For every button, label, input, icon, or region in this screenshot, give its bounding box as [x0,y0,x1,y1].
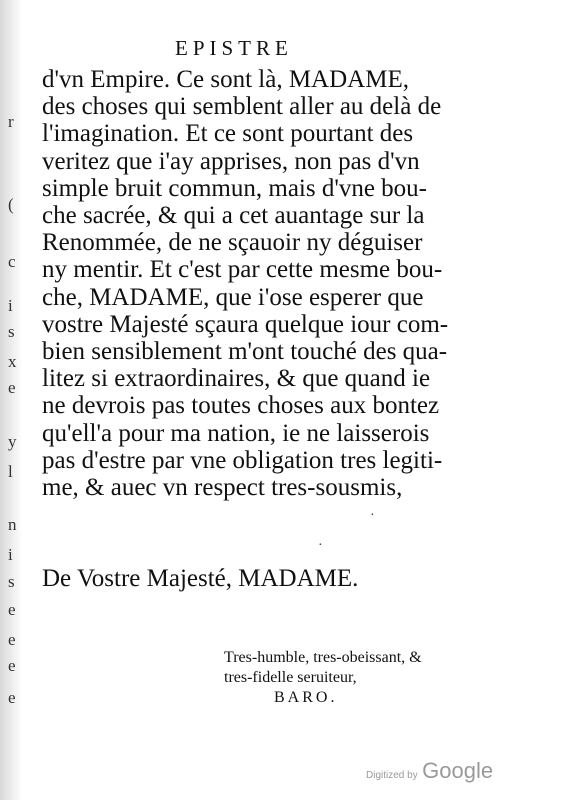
gutter-mark: ( [8,195,14,214]
gutter-mark: s [8,572,15,591]
text-line: me, & auec vn respect tres-sousmis, [42,474,403,502]
gutter-mark: n [8,515,17,534]
gutter-mark: y [8,432,17,451]
text-line: simple bruit commun, mais d'vne bou- [42,174,428,202]
text-line: qu'ell'a pour ma nation, ie ne laisserois [42,419,430,447]
text-line: des choses qui semblent aller au delà de [42,93,442,121]
gutter-mark: e [8,656,16,675]
signature-line: tres-fidelle seruiteur, [224,669,357,686]
text-line: d'vn Empire. Ce sont là, MADAME, [42,66,409,93]
gutter-mark: e [8,378,16,397]
google-logo: Google [422,758,494,783]
gutter-mark: i [8,545,13,564]
signatory-name: BARO. [274,689,338,706]
ink-speck: · [370,508,375,523]
text-line: ny mentir. Et c'est par cette mesme bou- [42,256,443,284]
gutter-mark: l [8,462,13,481]
signature-line: Tres-humble, tres-obeissant, & [224,649,422,666]
ink-speck: · [318,538,323,553]
text-line: Renommée, de ne sçauoir ny déguiser [42,229,423,257]
text-line: bien sensiblement m'ont touché des qua- [42,338,448,366]
text-line: ne devrois pas toutes choses aux bontez [42,392,440,420]
gutter-mark: s [8,322,15,341]
text-line: veritez que i'ay apprises, non pas d'vn [42,147,420,175]
signature-block [224,648,422,708]
text-line: pas d'estre par vne obligation tres legiti- [42,446,443,474]
gutter-mark: e [8,688,16,707]
body-text [42,66,482,501]
gutter-mark: e [8,600,16,619]
page-gutter-shadow [0,0,28,800]
gutter-mark: x [8,352,17,371]
text-line: vostre Majesté sçaura quelque iour com- [42,310,449,338]
watermark-prefix: Digitized by [366,770,418,781]
running-head: EPISTRE [175,36,293,60]
text-line: che, MADAME, que i'ose esperer que [42,283,424,311]
gutter-mark: c [8,252,16,271]
gutter-mark: i [8,296,13,315]
gutter-mark: r [8,112,14,131]
text-line: che sacrée, & qui a cet auantage sur la [42,202,425,230]
closing-salutation: De Vostre Majesté, MADAME. [42,565,359,592]
text-line: l'imagination. Et ce sont pourtant des [42,120,414,148]
text-line: litez si extraordinaires, & que quand ie [42,365,431,393]
gutter-mark: e [8,630,16,649]
digitization-watermark [366,758,493,784]
